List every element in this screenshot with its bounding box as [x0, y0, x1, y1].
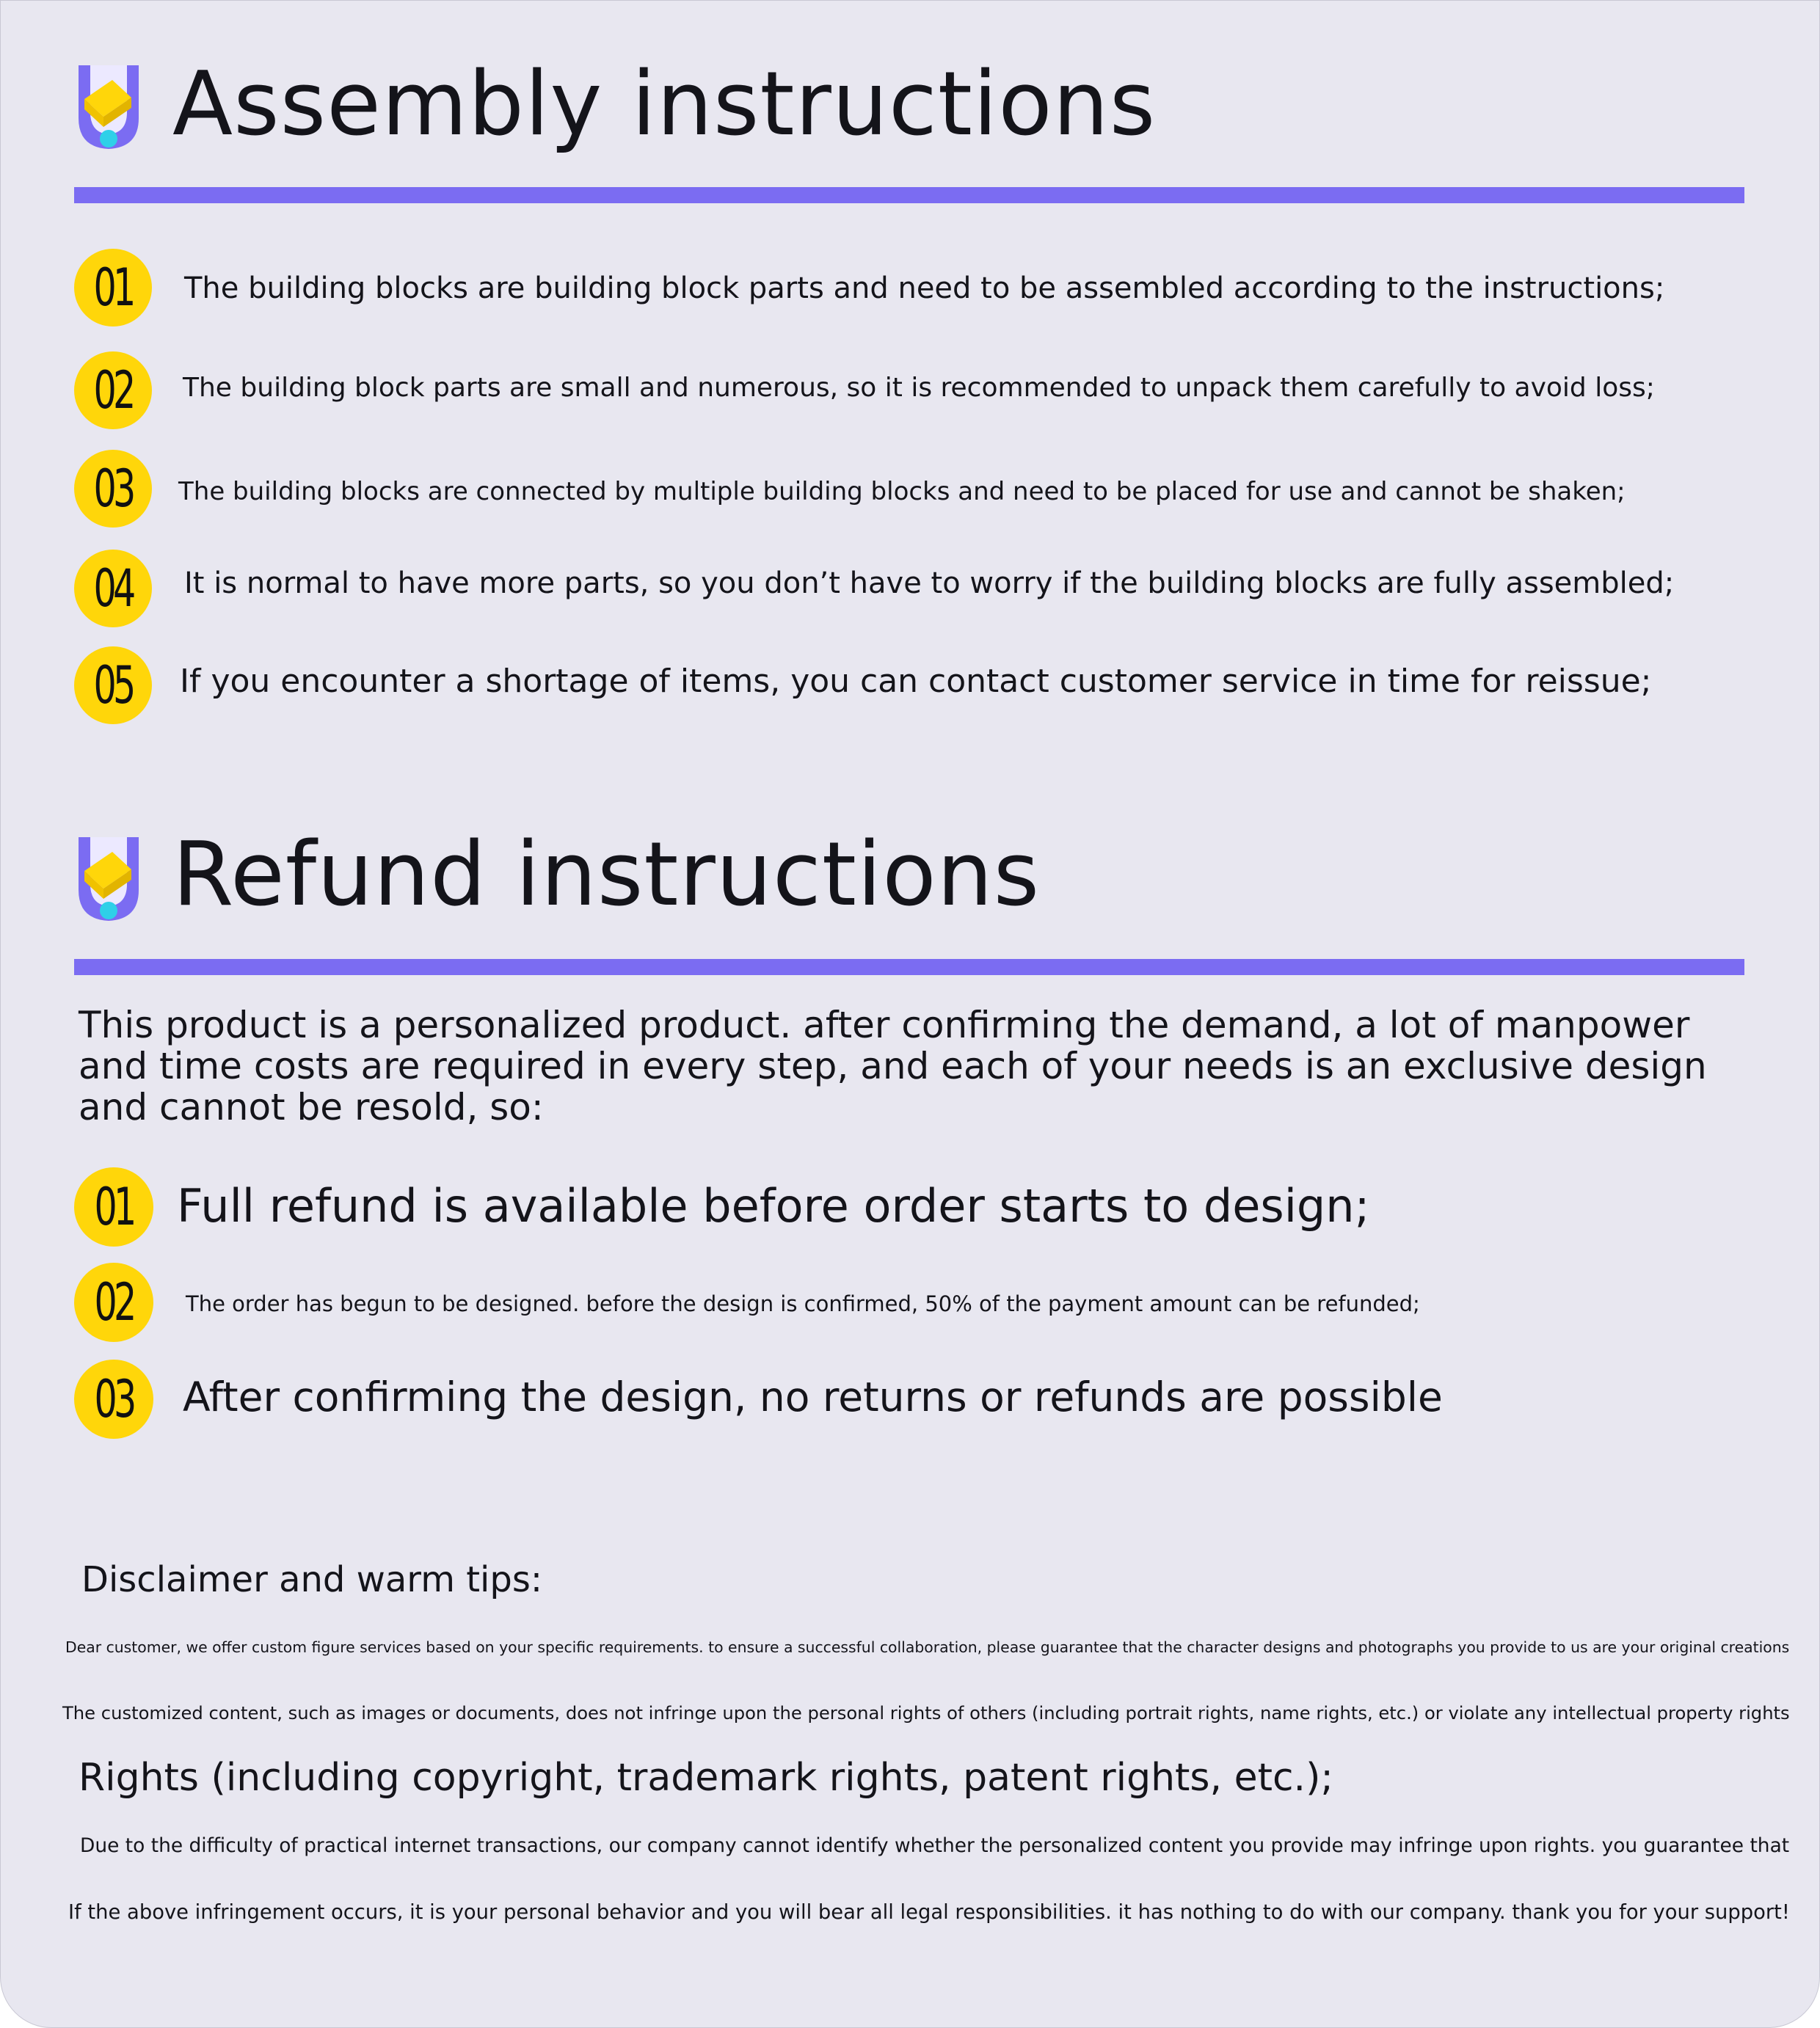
- assembly-badge-01: 01: [74, 249, 152, 327]
- assembly-title: Assembly instructions: [172, 54, 1157, 156]
- refund-badge-03: 03: [74, 1360, 153, 1439]
- refund-intro: This product is a personalized product. after confirming the demand, a lot of manpower and time costs are required in every step, and each of your needs is an exclusive design and cannot be resold, so:: [79, 1004, 1707, 1128]
- assembly-title-rule: [74, 187, 1744, 203]
- assembly-badge-04: 04: [74, 550, 152, 627]
- disclaimer-line-5: If the above infringement occurs, it is your personal behavior and you will bear all legal responsibilities. it has nothing to do with our company. thank you for your support!: [68, 1901, 1790, 1924]
- assembly-item-03: The building blocks are connected by multiple building blocks and need to be placed for use and cannot be shaken;: [178, 477, 1626, 506]
- refund-title-rule: [74, 959, 1744, 975]
- refund-badge-01: 01: [74, 1167, 153, 1247]
- assembly-badge-05: 05: [74, 646, 152, 724]
- assembly-item-02: The building block parts are small and numerous, so it is recommended to unpack them carefully to avoid loss;: [183, 373, 1655, 403]
- disclaimer-heading: Disclaimer and warm tips:: [81, 1559, 543, 1600]
- refund-badge-02: 02: [74, 1263, 153, 1342]
- disclaimer-line-2: The customized content, such as images or documents, does not infringe upon the personal rights of others (including portrait rights, name rights, etc.) or violate any intellectual property rights: [62, 1702, 1790, 1724]
- disclaimer-line-3: Rights (including copyright, trademark rights, patent rights, etc.);: [79, 1756, 1333, 1800]
- assembly-item-05: If you encounter a shortage of items, you can contact customer service in time for reissue;: [180, 663, 1652, 700]
- building-block-shield-icon: [74, 61, 143, 152]
- assembly-item-01: The building blocks are building block parts and need to be assembled according to the instructions;: [184, 271, 1665, 305]
- refund-item-03: After confirming the design, no returns or refunds are possible: [183, 1374, 1443, 1420]
- refund-title: Refund instructions: [172, 824, 1041, 926]
- disclaimer-line-1: Dear customer, we offer custom figure services based on your specific requirements. to ensure a successful collaboration, please guarantee that the character designs and photographs you provide to us are your original creations: [65, 1638, 1790, 1656]
- building-block-shield-icon: [74, 833, 143, 924]
- assembly-badge-02: 02: [74, 351, 152, 429]
- assembly-badge-03: 03: [74, 450, 152, 528]
- refund-item-02: The order has begun to be designed. before the design is confirmed, 50% of the payment amount can be refunded;: [186, 1291, 1420, 1316]
- disclaimer-line-4: Due to the difficulty of practical internet transactions, our company cannot identify whether the personalized content you provide may infringe upon rights. you guarantee that: [80, 1834, 1790, 1857]
- assembly-item-04: It is normal to have more parts, so you don’t have to worry if the building blocks are fully assembled;: [184, 566, 1675, 600]
- refund-item-01: Full refund is available before order starts to design;: [177, 1179, 1370, 1233]
